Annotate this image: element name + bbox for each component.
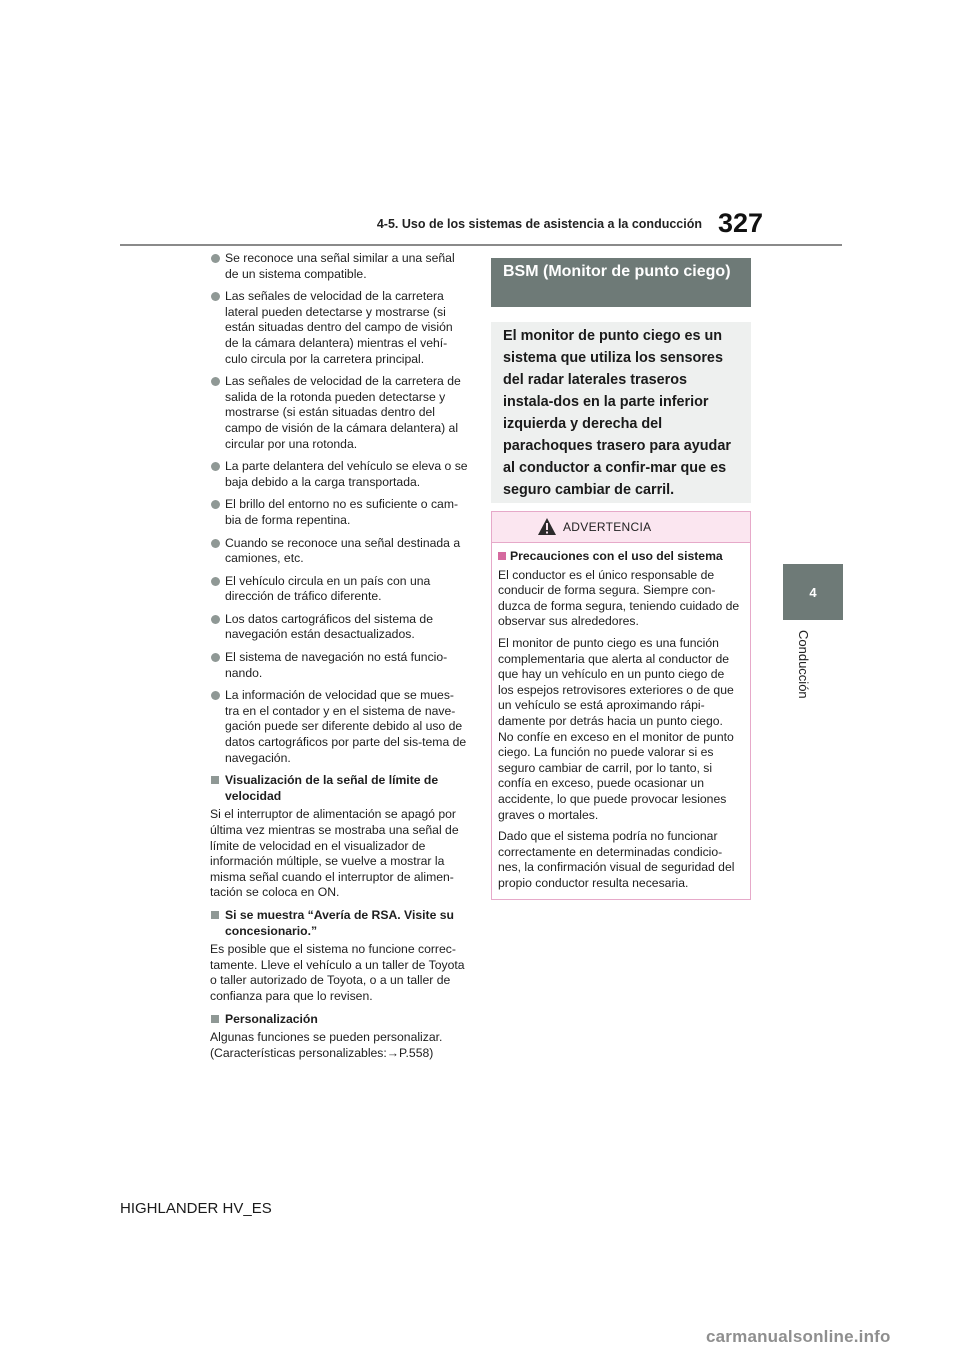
section-text: Es posible que el sistema no funcione correc-tamente. Lleve el vehículo a un taller de Toyota o taller autorizado de Toyota, o a un taller de confianza para que lo revisen.: [210, 942, 465, 1003]
list-item: Las señales de velocidad de la carretera lateral pueden detectarse y mostrarse (si están situadas dentro del campo de visión de la cámara delantera) mientras el vehí-culo circula por la carretera principal.: [210, 289, 468, 367]
list-item: El vehículo circula en un país con una dirección de tráfico diferente.: [210, 574, 468, 605]
list-item: Los datos cartográficos del sistema de navegación están desactualizados.: [210, 612, 468, 643]
footer-model: HIGHLANDER HV_ES: [120, 1200, 272, 1217]
bullet-icon: [211, 691, 220, 700]
square-bullet-icon: [211, 911, 219, 919]
list-item: El brillo del entorno no es suficiente o cam-bia de forma repentina.: [210, 497, 468, 528]
warning-subtitle: Precauciones con el uso del sistema: [498, 549, 740, 565]
list-item: Las señales de velocidad de la carretera de salida de la rotonda pueden detectarse y mostrarse (si están situadas dentro del campo de visión de la cámara delantera) al circular por una rotonda.: [210, 374, 468, 452]
bullet-icon: [211, 377, 220, 386]
bullet-icon: [211, 539, 220, 548]
bullet-icon: [211, 254, 220, 263]
list-item: La información de velocidad que se mues-tra en el contador y en el sistema de nave-gación puede ser diferente debido al uso de datos cartográficos por parte del sis-tema de navegación.: [210, 688, 468, 766]
list-item: Se reconoce una señal similar a una señal de un sistema compatible.: [210, 251, 468, 282]
warning-label: ADVERTENCIA: [563, 520, 652, 534]
warning-paragraph: Dado que el sistema podría no funcionar correctamente en determinadas condicio-nes, la confirmación visual de seguridad del propio conductor resulta necesaria.: [498, 829, 735, 890]
square-bullet-icon: [498, 552, 506, 560]
section-heading: Personalización: [210, 1012, 468, 1028]
chapter-tab[interactable]: 4: [783, 564, 843, 620]
section-heading: Visualización de la señal de límite de velocidad: [210, 773, 468, 804]
list-item: Cuando se reconoce una señal destinada a camiones, etc.: [210, 536, 468, 567]
list-item: La parte delantera del vehículo se eleva o se baja debido a la carga transportada.: [210, 459, 468, 490]
bsm-section-title: BSM (Monitor de punto ciego): [491, 258, 751, 307]
warning-paragraph: El monitor de punto ciego es una función complementaria que alerta al conductor de que hay un vehículo en un punto ciego de los espejos retrovisores exteriores o de que un vehículo se está aproximando rápi-damente por detrás hacia un punto ciego. No confíe en exceso en el monitor de punto ciego. La función no puede valorar si es seguro cambiar de carril, por lo tanto, si confía en exceso, puede ocasionar un accidente, lo que puede provocar lesiones graves o mortales.: [498, 635, 734, 822]
header-divider: [120, 244, 842, 246]
section-title: 4-5. Uso de los sistemas de asistencia a la conducción: [376, 217, 702, 231]
section-heading: Si se muestra “Avería de RSA. Visite su concesionario.”: [210, 908, 468, 939]
bullet-icon: [211, 615, 220, 624]
square-bullet-icon: [211, 776, 219, 784]
warning-paragraph: El conductor es el único responsable de conducir de forma segura. Siempre con-duzca de forma segura, teniendo cuidado de observar sus alrededores.: [498, 567, 740, 629]
bullet-icon: [211, 500, 220, 509]
bullet-icon: [211, 462, 220, 471]
warning-header: [492, 512, 750, 543]
section-text: Algunas funciones se pueden personalizar. (Características personalizables:→P.558): [210, 1030, 443, 1060]
chapter-label: Conducción: [796, 630, 811, 699]
square-bullet-icon: [211, 1015, 219, 1023]
bsm-intro-box: El monitor de punto ciego es un sistema que utiliza los sensores del radar laterales traseros instala-dos en la parte inferior izquierda y derecha del parachoques trasero para ayudar al conductor a confir-mar que es seguro cambiar de carril.: [491, 322, 751, 503]
section-text: Si el interruptor de alimentación se apagó por última vez mientras se mostraba una señal de límite de velocidad en el visualizador de información múltiple, se vuelve a mostrar la misma señal cuando el interruptor de alimen-tación se coloca en ON.: [210, 807, 459, 900]
bullet-icon: [211, 577, 220, 586]
page-number: 327: [718, 208, 764, 238]
bullet-icon: [211, 292, 220, 301]
watermark: carmanualsonline.info: [706, 1327, 891, 1346]
bullet-icon: [211, 653, 220, 662]
left-column: [210, 251, 468, 1068]
warning-triangle-icon: [537, 517, 557, 536]
list-item: El sistema de navegación no está funcio-nando.: [210, 650, 468, 681]
warning-box: [491, 511, 751, 900]
warning-body: [492, 543, 750, 891]
